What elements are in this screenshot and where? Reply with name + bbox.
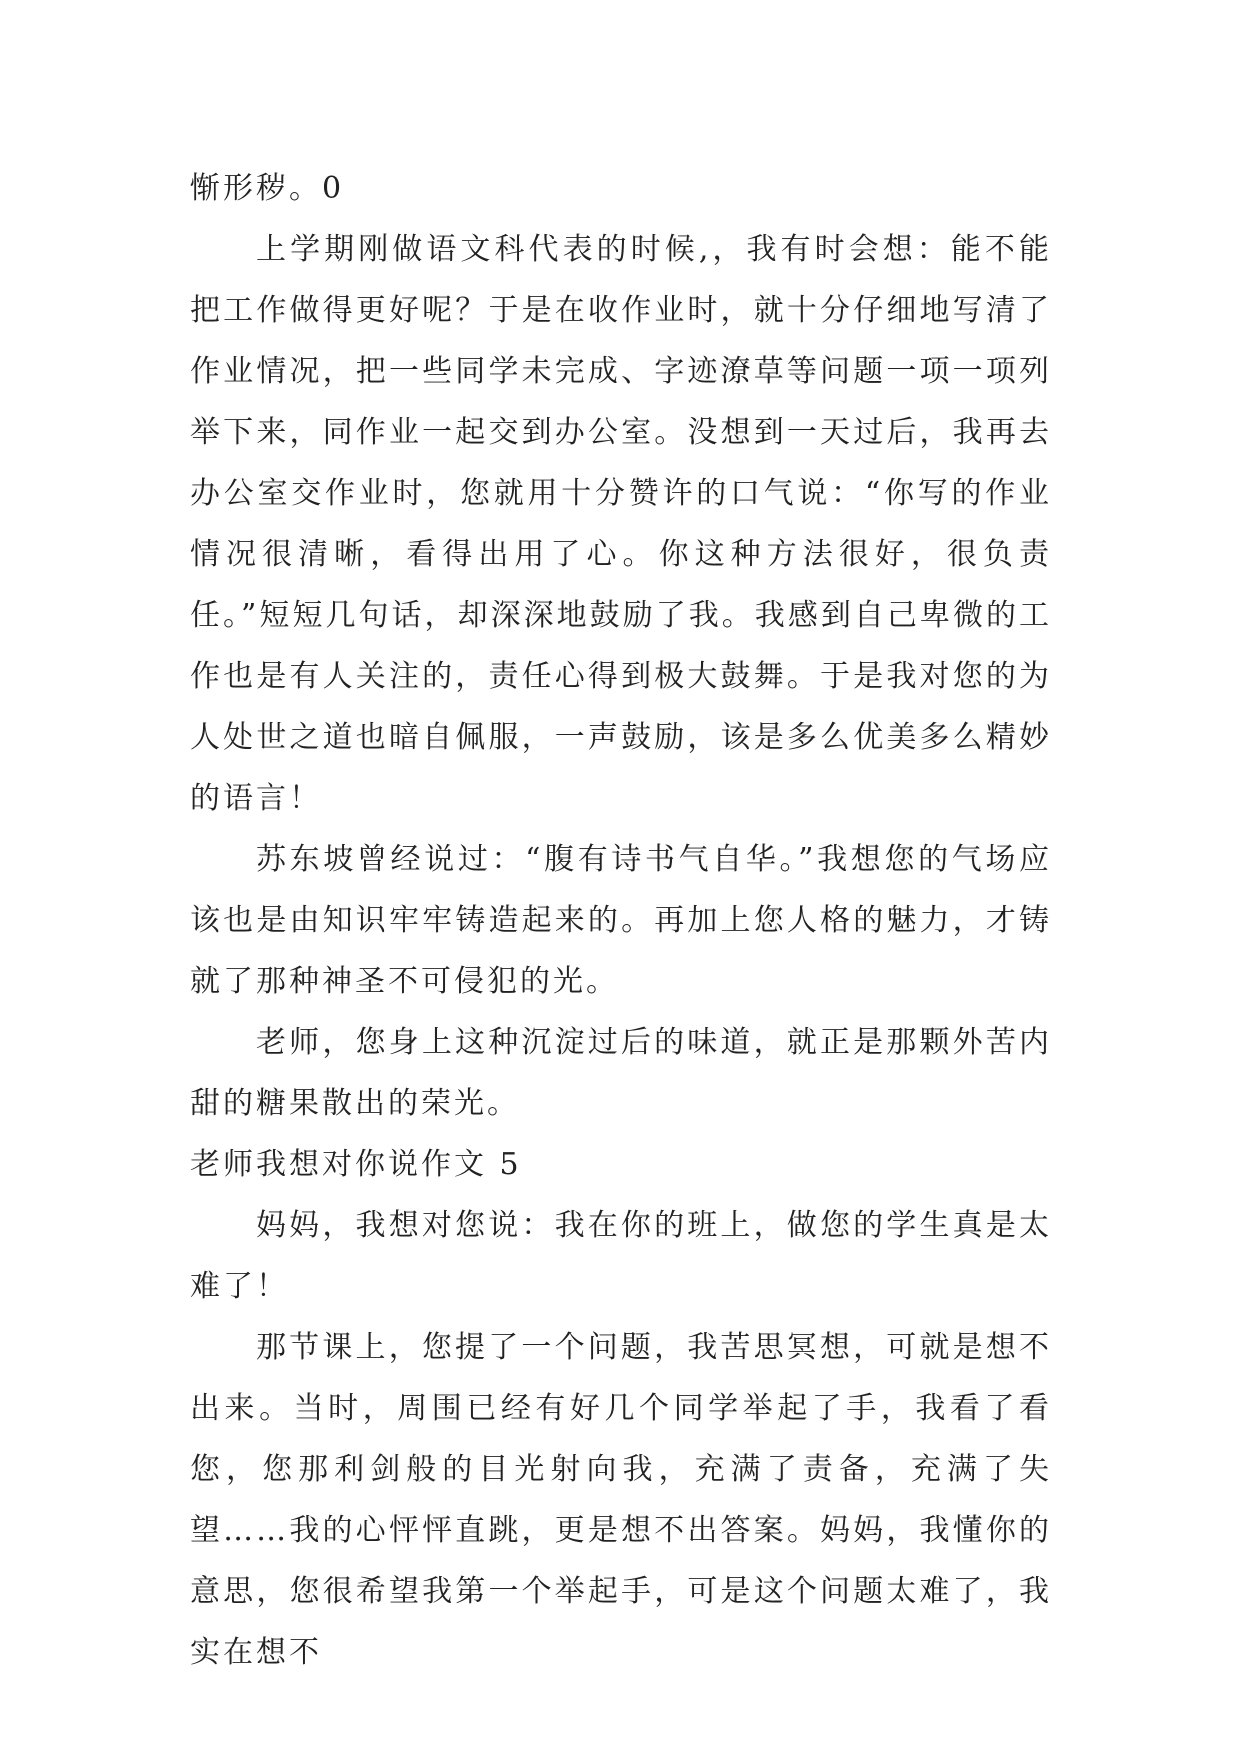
- essay-heading: 老师我想对你说作文 5: [190, 1147, 522, 1182]
- paragraph-su-dongpo-quote: 苏东坡曾经说过：“腹有诗书气自华。”我想您的气场应该也是由知识牢牢铸造起来的。再加上您人格的魅力，才铸就了那种神圣不可侵犯的光。: [190, 842, 1052, 999]
- paragraph-teacher-glow: 老师，您身上这种沉淀过后的味道，就正是那颗外苦内甜的糖果散出的荣光。: [190, 1025, 1052, 1121]
- paragraph-mom-intro: 妈妈，我想对您说：我在你的班上，做您的学生真是太难了！: [190, 1208, 1052, 1304]
- document-body: [190, 158, 1052, 1683]
- paragraph-class-rep: 上学期刚做语文科代表的时候,，我有时会想：能不能把工作做得更好呢？于是在收作业时，就十分仔细地写清了作业情况，把一些同学未完成、字迹潦草等问题一项一项列举下来，同作业一起交到办公室。没想到一天过后，我再去办公室交作业时，您就用十分赞许的口气说：“你写的作业情况很清晰，看得出用了心。你这种方法很好，很负责任。”短短几句话，却深深地鼓励了我。我感到自己卑微的工作也是有人关注的，责任心得到极大鼓舞。于是我对您的为人处世之道也暗自佩服，一声鼓励，该是多么优美多么精妙的语言！: [190, 232, 1052, 816]
- paragraph-continuation: 惭形秽。0: [190, 171, 345, 206]
- paragraph-class-question: 那节课上，您提了一个问题，我苦思冥想，可就是想不出来。当时，周围已经有好几个同学举起了手，我看了看您，您那利剑般的目光射向我，充满了责备，充满了失望……我的心怦怦直跳，更是想不出答案。妈妈，我懂你的意思，您很希望我第一个举起手，可是这个问题太难了，我实在想不: [190, 1330, 1052, 1670]
